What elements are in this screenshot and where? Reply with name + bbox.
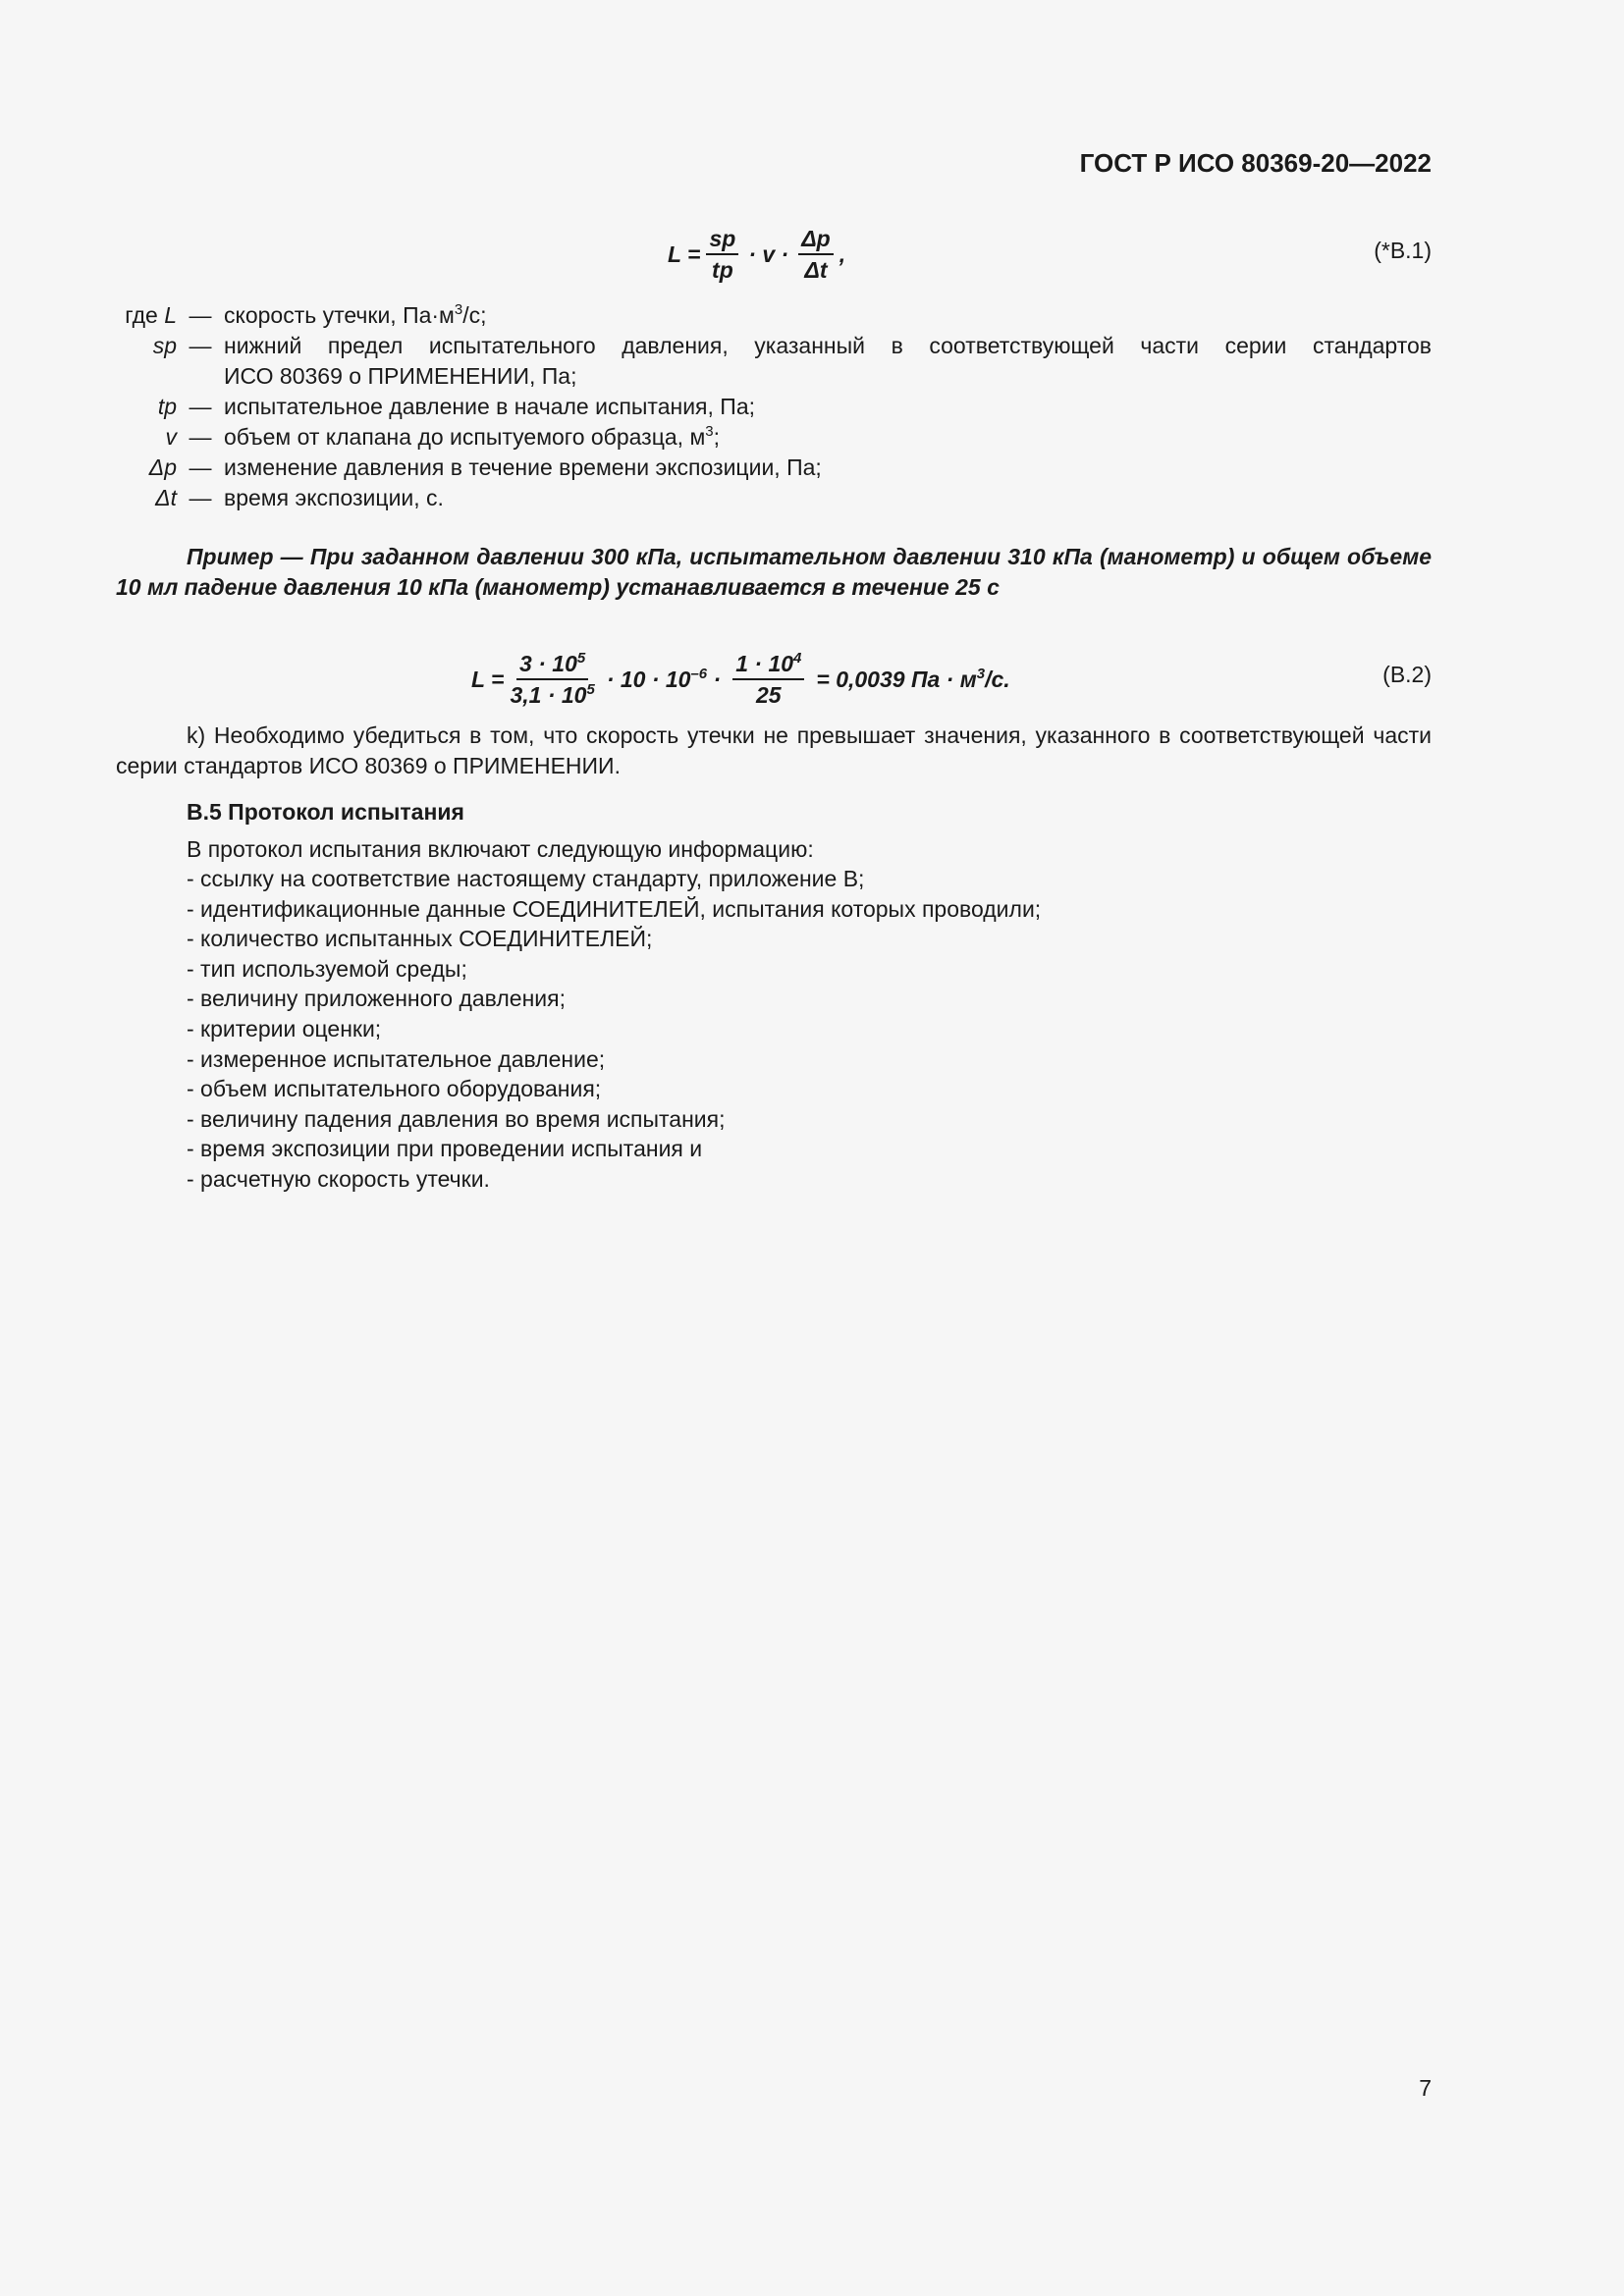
legend-description: испытательное давление в начале испытания, Па; — [224, 394, 755, 419]
formula-legend — [116, 300, 1432, 513]
formula-b2 — [471, 640, 1016, 719]
formula-b1-lhs: L = — [668, 240, 701, 267]
formula-b2-mid — [607, 665, 721, 695]
formula-b1-frac1-denominator: tp — [712, 257, 733, 283]
legend-desc-sup: 3 — [454, 301, 463, 318]
frac1-num-exp: 5 — [576, 650, 586, 667]
frac1-den-base: 3,1 · 10 — [510, 682, 587, 708]
list-item: - ссылку на соответствие настоящему стандарту, приложение B; — [187, 866, 865, 891]
legend-symbol — [116, 300, 177, 331]
legend-row — [116, 483, 1432, 513]
frac2-num-exp: 4 — [793, 650, 802, 667]
legend-symbol: sp — [152, 333, 177, 358]
list-item: - измеренное испытательное давление; — [187, 1045, 606, 1072]
formula-b1-tail: , — [839, 240, 846, 267]
formula-b1-fraction-1 — [706, 226, 738, 283]
result-tail: /с. — [985, 666, 1010, 692]
list-item: - критерии оценки; — [187, 1015, 382, 1041]
legend-dash: — — [189, 424, 212, 450]
result-base: = 0,0039 Па · м — [816, 666, 977, 692]
legend-row-continuation — [116, 361, 1432, 392]
section-title: B.5 Протокол испытания — [187, 799, 464, 825]
legend-symbol: Δt — [155, 485, 177, 510]
legend-description — [224, 300, 1432, 331]
paragraph-k: k) Необходимо убедиться в том, что скорость утечки не превышает значения, указанного в соответствующей части серии стандартов ИСО 80369 о ПРИМЕНЕНИИ. — [116, 722, 1432, 778]
formula-b1-frac2-numerator: Δp — [798, 226, 834, 255]
formula-b2-result — [816, 665, 1009, 695]
list-item: - величину приложенного давления; — [187, 986, 566, 1012]
formula-b2-fraction-1 — [510, 651, 594, 708]
result-exp: 3 — [976, 665, 986, 682]
legend-symbol: tp — [157, 394, 177, 419]
list-item: - величину падения давления во время испытания; — [187, 1105, 726, 1132]
legend-desc-after: ; — [713, 424, 721, 450]
page-number: 7 — [1419, 2075, 1432, 2101]
legend-row — [116, 331, 1432, 361]
formula-b1-number: (*B.1) — [1374, 238, 1432, 263]
formula-b1-frac2-denominator: Δt — [804, 257, 828, 283]
protocol-items-list — [187, 864, 1041, 1195]
formula-b2-frac2-numerator — [732, 651, 804, 680]
legend-symbol-empty — [116, 361, 177, 392]
legend-dash: — — [189, 333, 212, 358]
formula-b2-fraction-2 — [732, 651, 804, 708]
list-item: - объем испытательного оборудования; — [187, 1076, 602, 1102]
legend-dash: — — [189, 302, 212, 328]
legend-prefix: где — [125, 302, 165, 328]
list-item: - идентификационные данные СОЕДИНИТЕЛЕЙ, испытания которых проводили; — [187, 895, 1042, 922]
legend-desc-text: объем от клапана до испытуемого образца, м — [224, 424, 706, 450]
example-paragraph: Пример — При заданном давлении 300 кПа, испытательном давлении 310 кПа (манометр) и общем объеме 10 мл падение давления 10 кПа (манометр) устанавливается в течение 25 с — [116, 544, 1432, 600]
mid-base: · 10 · 10 — [606, 666, 691, 692]
formula-b2-number: (B.2) — [1382, 662, 1432, 687]
legend-symbol: Δp — [148, 454, 177, 480]
legend-desc-after: /c; — [462, 302, 487, 328]
legend-dash: — — [189, 394, 212, 419]
legend-dash: — — [189, 454, 212, 480]
formula-b2-lhs: L = — [471, 666, 505, 692]
formula-b2-frac1-denominator — [510, 680, 594, 708]
list-item: - тип используемой среды; — [187, 955, 467, 982]
frac1-den-exp: 5 — [586, 681, 595, 698]
section-intro: В протокол испытания включают следующую информацию: — [187, 836, 814, 862]
legend-symbol-text: L — [164, 302, 177, 328]
list-item: - количество испытанных СОЕДИНИТЕЛЕЙ; — [187, 926, 653, 952]
legend-description — [224, 422, 1432, 453]
formula-b1-mid: · v · — [748, 240, 789, 267]
legend-symbol: v — [165, 424, 177, 450]
legend-description: время экспозиции, с. — [224, 485, 444, 510]
legend-row — [116, 453, 1432, 483]
mid-tail: · — [713, 666, 722, 692]
frac2-num-base: 1 · 10 — [735, 651, 794, 676]
legend-row — [116, 392, 1432, 422]
legend-description: ИСО 80369 о ПРИМЕНЕНИИ, Па; — [224, 363, 577, 389]
legend-desc-text: скорость утечки, Па·м — [224, 302, 455, 328]
list-item: - расчетную скорость утечки. — [187, 1165, 490, 1192]
frac1-num-base: 3 · 10 — [519, 651, 577, 676]
formula-b1 — [668, 220, 845, 289]
mid-exp: –6 — [690, 665, 708, 682]
legend-row — [116, 300, 1432, 331]
formula-b1-fraction-2 — [798, 226, 834, 283]
document-header: ГОСТ Р ИСО 80369-20—2022 — [1079, 148, 1432, 178]
legend-desc-sup: 3 — [705, 423, 714, 440]
list-item: - время экспозиции при проведении испытания и — [187, 1136, 703, 1162]
formula-b2-frac1-numerator — [516, 651, 588, 680]
legend-row — [116, 422, 1432, 453]
legend-dash: — — [189, 485, 212, 510]
formula-b1-frac1-numerator: sp — [706, 226, 738, 255]
legend-dash-empty — [177, 361, 224, 392]
formula-b2-frac2-denominator: 25 — [756, 682, 782, 708]
legend-description: нижний предел испытательного давления, указанный в соответствующей части серии стандартов — [224, 333, 1432, 358]
legend-description: изменение давления в течение времени экспозиции, Па; — [224, 454, 822, 480]
